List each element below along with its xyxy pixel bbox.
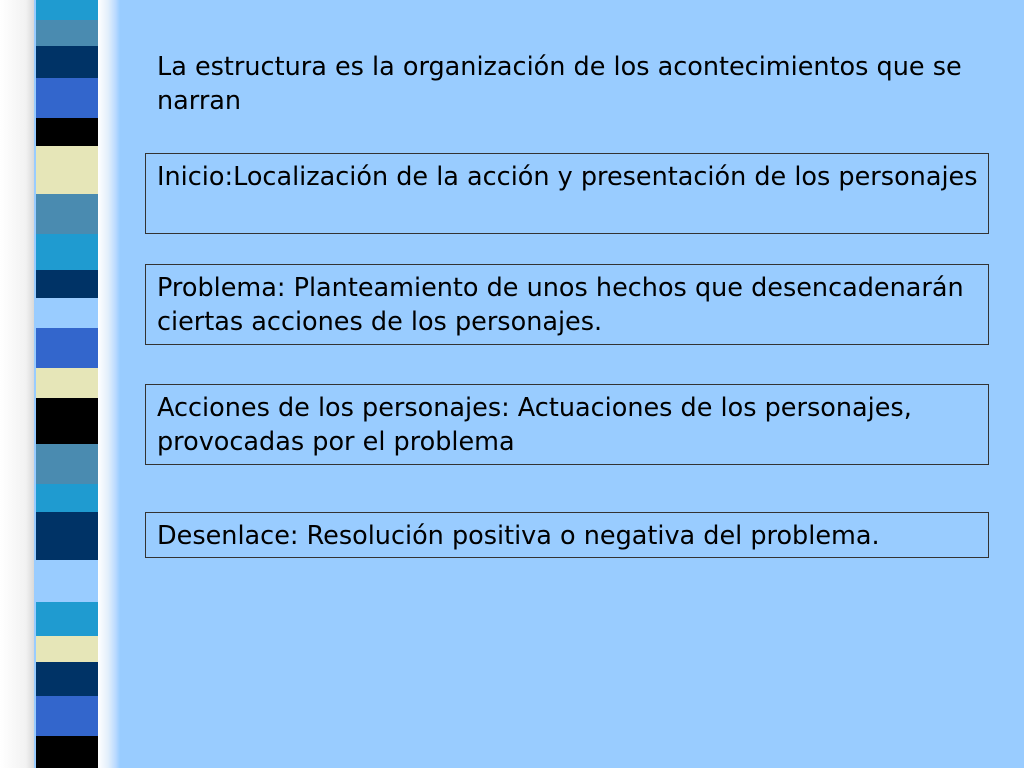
strip-segment — [36, 298, 98, 328]
strip-segment — [36, 118, 98, 146]
strip-segment — [36, 398, 98, 444]
strip-segment — [36, 444, 98, 484]
strip-segment — [36, 194, 98, 234]
strip-segment — [36, 146, 98, 194]
section-box-problema: Problema: Planteamiento de unos hechos que desencadenarán ciertas acciones de los personajes. — [145, 264, 989, 345]
strip-segment — [36, 636, 98, 662]
strip-segment — [36, 560, 98, 602]
strip-segment — [36, 512, 98, 560]
section-box-desenlace: Desenlace: Resolución positiva o negativa del problema. — [145, 512, 989, 558]
strip-segment — [36, 328, 98, 368]
strip-segment — [36, 696, 98, 736]
strip-segment — [36, 234, 98, 270]
strip-segment — [36, 368, 98, 398]
strip-segment — [36, 270, 98, 298]
strip-segment — [36, 46, 98, 78]
left-margin — [0, 0, 34, 768]
strip-segment — [36, 662, 98, 696]
decorative-color-strip — [36, 0, 98, 768]
strip-right-fade — [98, 0, 120, 768]
strip-segment — [36, 484, 98, 512]
strip-segment — [36, 78, 98, 118]
slide-title: La estructura es la organización de los acontecimientos que se narran — [157, 52, 962, 116]
strip-segment — [36, 0, 98, 20]
strip-segment — [36, 736, 98, 768]
strip-segment — [36, 602, 98, 636]
strip-segment — [36, 20, 98, 46]
section-box-inicio: Inicio:Localización de la acción y presentación de los personajes — [145, 153, 989, 234]
section-box-acciones: Acciones de los personajes: Actuaciones de los personajes, provocadas por el problema — [145, 384, 989, 465]
